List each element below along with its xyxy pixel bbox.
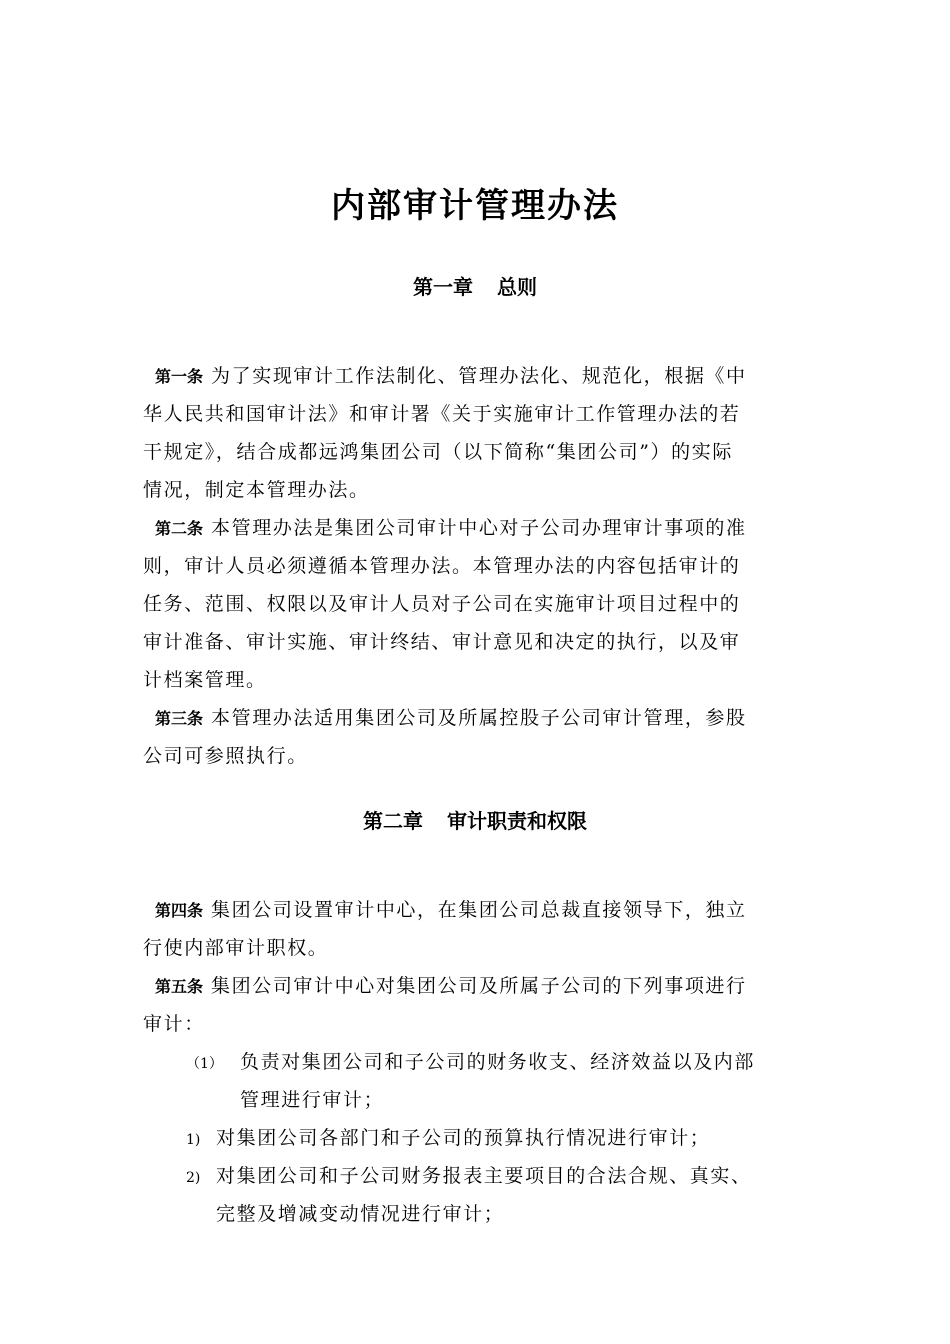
list-item [186, 1157, 808, 1233]
list-item-text: 负责对集团公司和子公司的财务收支、经济效益以及内部 [240, 1051, 756, 1073]
article-5-text: 集团公司审计中心对集团公司及所属子公司的下列事项进行 [211, 975, 747, 997]
article-2-label: 第二条 [155, 519, 204, 538]
page-title: 内部审计管理办法 [331, 186, 619, 226]
article-2 [143, 509, 808, 699]
article-3-text: 本管理办法适用集团公司及所属控股子公司审计管理，参股 [211, 707, 747, 729]
list-item-text: 对集团公司和子公司财务报表主要项目的合法合规、真实、 [216, 1165, 752, 1187]
list-item-marker: 1) [186, 1132, 201, 1148]
article-3 [143, 699, 808, 775]
article-4-text: 行使内部审计职权。 [143, 937, 329, 959]
chapter-2-number: 第二章 [363, 809, 423, 833]
list-item [186, 1119, 808, 1157]
list-item-text: 对集团公司各部门和子公司的预算执行情况进行审计； [216, 1127, 711, 1149]
article-5-label: 第五条 [155, 977, 204, 996]
chapter-1-heading [0, 272, 950, 302]
article-3-label: 第三条 [155, 709, 204, 728]
list-item-marker: 2) [186, 1170, 201, 1186]
article-5-text: 审计： [143, 1013, 205, 1035]
article-1-label: 第一条 [155, 367, 204, 386]
article-1-text: 干规定》，结合成都远鸿集团公司（以下简称“集团公司”）的实际 [143, 441, 733, 463]
list-item-text: 管理进行审计； [240, 1089, 385, 1111]
article-2-text: 则，审计人员必须遵循本管理办法。本管理办法的内容包括审计的 [143, 555, 741, 577]
article-3-text: 公司可参照执行。 [143, 745, 308, 767]
article-5 [143, 967, 808, 1043]
article-2-text: 任务、范围、权限以及审计人员对子公司在实施审计项目过程中的 [143, 593, 741, 615]
chapter-2-heading [0, 806, 950, 836]
article-1-text: 华人民共和国审计法》和审计署《关于实施审计工作管理办法的若 [143, 403, 741, 425]
list-item [186, 1043, 808, 1119]
article-1 [143, 357, 808, 509]
article-2-text: 审计准备、审计实施、审计终结、审计意见和决定的执行，以及审 [143, 631, 741, 653]
article-4 [143, 891, 808, 967]
article-1-text: 为了实现审计工作法制化、管理办法化、规范化，根据《中 [211, 365, 747, 387]
list-item-marker: （1） [186, 1056, 223, 1072]
article-1-text: 情况，制定本管理办法。 [143, 479, 370, 501]
chapter-1-name: 总则 [497, 275, 537, 299]
article-2-text: 计档案管理。 [143, 669, 267, 691]
article-2-text: 本管理办法是集团公司审计中心对子公司办理审计事项的准 [211, 517, 747, 539]
chapter-1-number: 第一章 [413, 275, 473, 299]
list-item-text: 完整及增减变动情况进行审计； [216, 1203, 505, 1225]
article-4-text: 集团公司设置审计中心，在集团公司总裁直接领导下，独立 [211, 899, 747, 921]
article-4-label: 第四条 [155, 901, 204, 920]
chapter-2-name: 审计职责和权限 [447, 809, 587, 833]
